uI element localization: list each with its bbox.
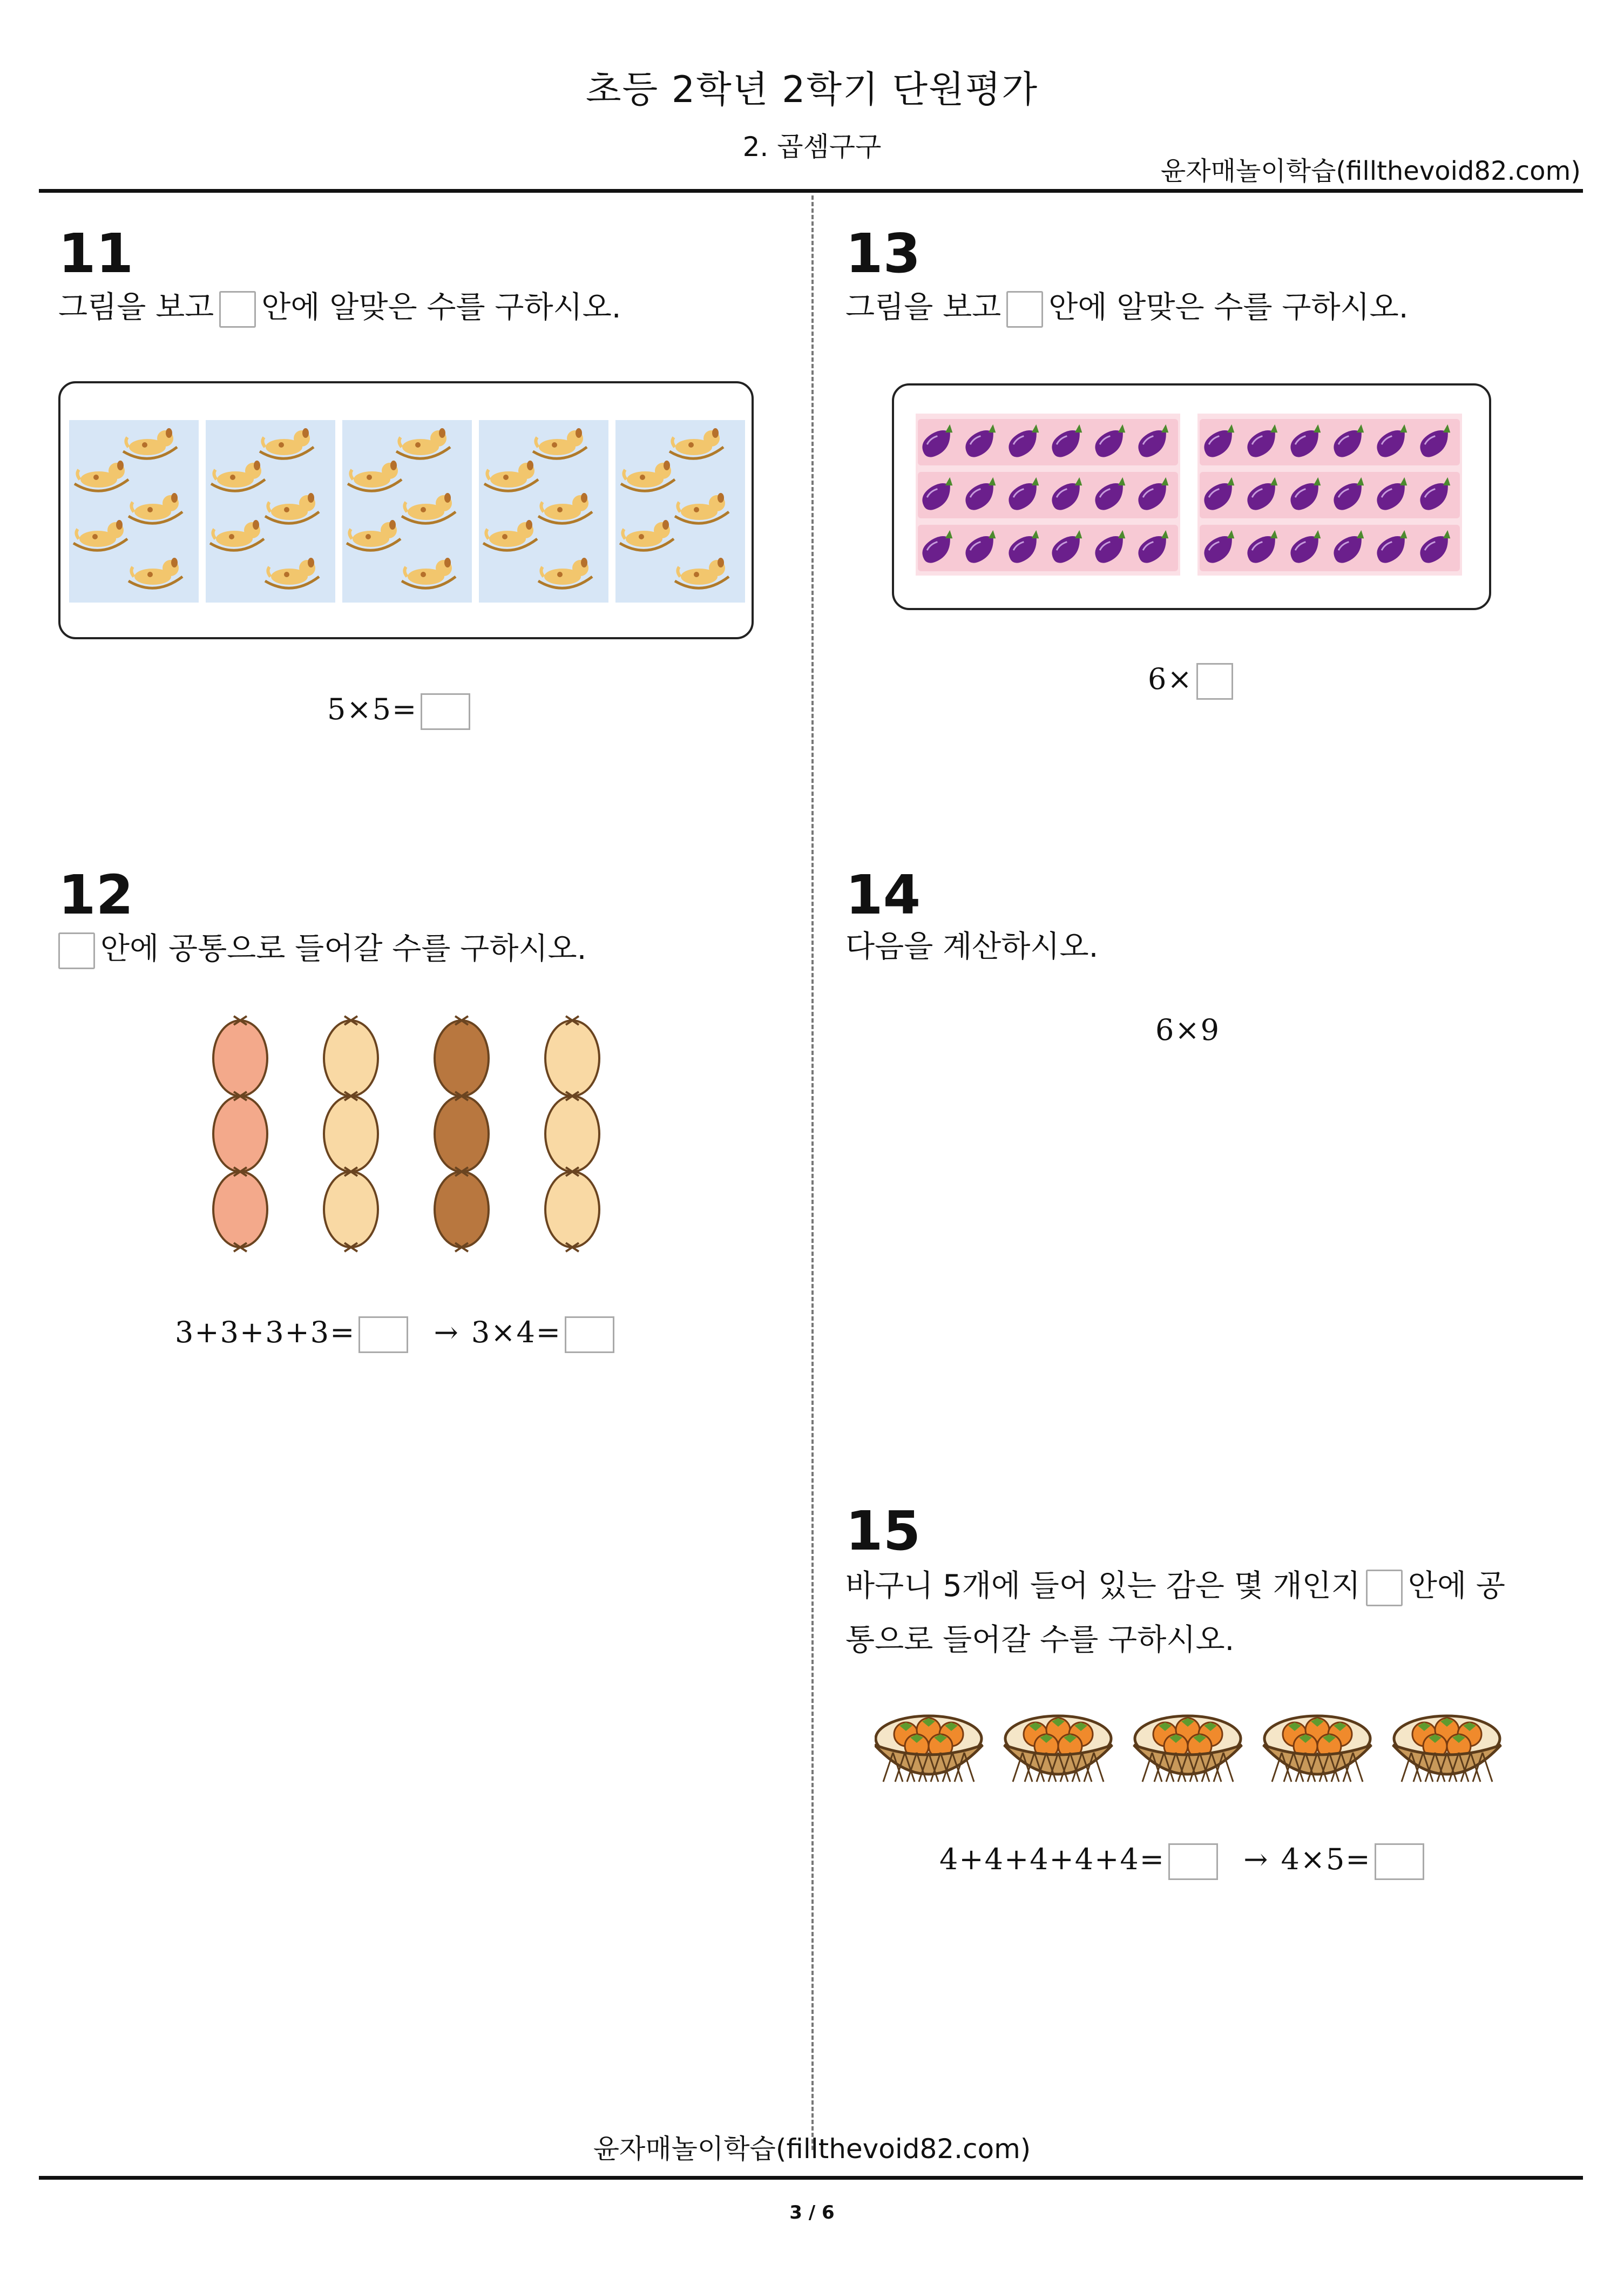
q12-equation (175, 1315, 618, 1353)
q12-answer-box-1[interactable] (358, 1316, 408, 1353)
q12-text-after: 안에 공통으로 들어갈 수를 구하시오. (100, 931, 587, 966)
sausage-icon (435, 1096, 489, 1172)
q11-inline-box (219, 291, 256, 328)
q11-puppy-panel (69, 420, 199, 603)
q15-persimmon-baskets (875, 1701, 1533, 1798)
brand-footer: 윤자매놀이학습(fillthevoid82.com) (593, 2133, 1031, 2165)
q15-line1-after: 안에 공 (1408, 1568, 1505, 1604)
puppy-icon (211, 461, 265, 491)
brand-header: 윤자매놀이학습(fillthevoid82.com) (1160, 156, 1581, 186)
question-14-text: 다음을 계산하시오. (845, 929, 1099, 964)
q12-equation-right: 3×4= (471, 1315, 562, 1349)
sausage-icon (545, 1096, 599, 1172)
question-14-number: 14 (845, 863, 921, 927)
sausage-icon (435, 1020, 489, 1096)
puppy-icon (675, 493, 729, 523)
q13-eggplant-panel (916, 414, 1180, 576)
q15-equation (939, 1842, 1427, 1880)
sausage-icon (324, 1096, 378, 1172)
q11-text-after: 안에 알맞은 수를 구하시오. (261, 290, 621, 325)
q11-puppy-panel (615, 420, 745, 603)
question-13-text (845, 281, 1409, 335)
puppy-icon (260, 428, 314, 458)
q13-equation-text: 6× (1148, 662, 1193, 696)
puppy-icon (347, 520, 401, 550)
q12-sausage-strings (184, 1015, 626, 1274)
question-13-number: 13 (845, 222, 921, 285)
sausage-icon (213, 1096, 267, 1172)
question-12-number: 12 (58, 863, 134, 927)
puppy-icon (621, 461, 675, 491)
puppy-icon (75, 461, 128, 491)
sausage-icon (435, 1172, 489, 1247)
page-number: 3 / 6 (789, 2202, 835, 2223)
question-12-text (58, 922, 586, 976)
q12-inline-box (58, 932, 95, 969)
q11-answer-box[interactable] (421, 693, 470, 730)
q13-eggplant-panel (1197, 414, 1462, 576)
q15-line1-before: 바구니 5개에 들어 있는 감은 몇 개인지 (845, 1568, 1361, 1604)
persimmon-basket-icon (875, 1716, 983, 1782)
puppy-icon (620, 520, 674, 550)
question-15-number: 15 (845, 1499, 921, 1563)
sausage-icon (545, 1172, 599, 1247)
puppy-icon (402, 493, 456, 523)
puppy-icon (210, 520, 264, 550)
q13-equation (1148, 662, 1236, 700)
q13-answer-box[interactable] (1196, 663, 1233, 700)
puppy-icon (265, 558, 319, 588)
puppy-icon (402, 558, 456, 588)
q15-arrow: → (1243, 1842, 1269, 1876)
sausage-icon (213, 1172, 267, 1247)
puppy-icon (533, 428, 587, 458)
persimmon-basket-icon (1134, 1716, 1242, 1782)
sausage-icon (324, 1172, 378, 1247)
puppy-icon (483, 520, 537, 550)
worksheet-title: 초등 2학년 2학기 단원평가 (585, 69, 1039, 111)
footer-rule (39, 2176, 1583, 2180)
q13-text-before: 그림을 보고 (845, 290, 1002, 325)
puppy-icon (128, 493, 182, 523)
q11-puppy-panel (342, 420, 472, 603)
q11-puppy-panel (479, 420, 608, 603)
puppy-icon (128, 558, 182, 588)
puppy-icon (484, 461, 538, 491)
puppy-icon (123, 428, 177, 458)
q12-arrow: → (434, 1315, 459, 1349)
unit-subtitle: 2. 곱셈구구 (742, 131, 882, 163)
persimmon-basket-icon (1263, 1716, 1371, 1782)
q15-inline-box (1366, 1570, 1403, 1606)
q11-puppy-panel (206, 420, 335, 603)
q11-equation (327, 692, 473, 730)
q11-text-before: 그림을 보고 (58, 290, 214, 325)
persimmon-basket-icon (1393, 1716, 1501, 1782)
puppy-icon (669, 428, 723, 458)
q13-inline-box (1006, 291, 1043, 328)
sausage-icon (213, 1020, 267, 1096)
question-15-line2: 통으로 들어갈 수를 구하시오. (845, 1622, 1235, 1658)
column-divider (811, 195, 814, 2150)
q11-equation-text: 5×5= (327, 692, 418, 726)
q12-answer-box-2[interactable] (565, 1316, 614, 1353)
puppy-icon (538, 493, 592, 523)
puppy-icon (265, 493, 319, 523)
puppy-icon (675, 558, 729, 588)
q12-equation-left: 3+3+3+3= (175, 1315, 356, 1349)
q15-answer-box-2[interactable] (1375, 1843, 1424, 1880)
question-11-number: 11 (58, 222, 134, 285)
puppy-icon (538, 558, 592, 588)
q15-equation-left: 4+4+4+4+4= (939, 1842, 1166, 1876)
question-15-line1 (845, 1559, 1505, 1613)
q13-text-after: 안에 알맞은 수를 구하시오. (1048, 290, 1409, 325)
q15-equation-right: 4×5= (1281, 1842, 1371, 1876)
sausage-icon (324, 1020, 378, 1096)
header-rule (39, 189, 1583, 193)
persimmon-basket-icon (1004, 1716, 1112, 1782)
puppy-icon (73, 520, 127, 550)
sausage-icon (545, 1020, 599, 1096)
q15-answer-box-1[interactable] (1168, 1843, 1218, 1880)
question-11-text (58, 281, 621, 335)
puppy-icon (396, 428, 450, 458)
puppy-icon (348, 461, 402, 491)
q14-expression: 6×9 (1155, 1013, 1220, 1047)
